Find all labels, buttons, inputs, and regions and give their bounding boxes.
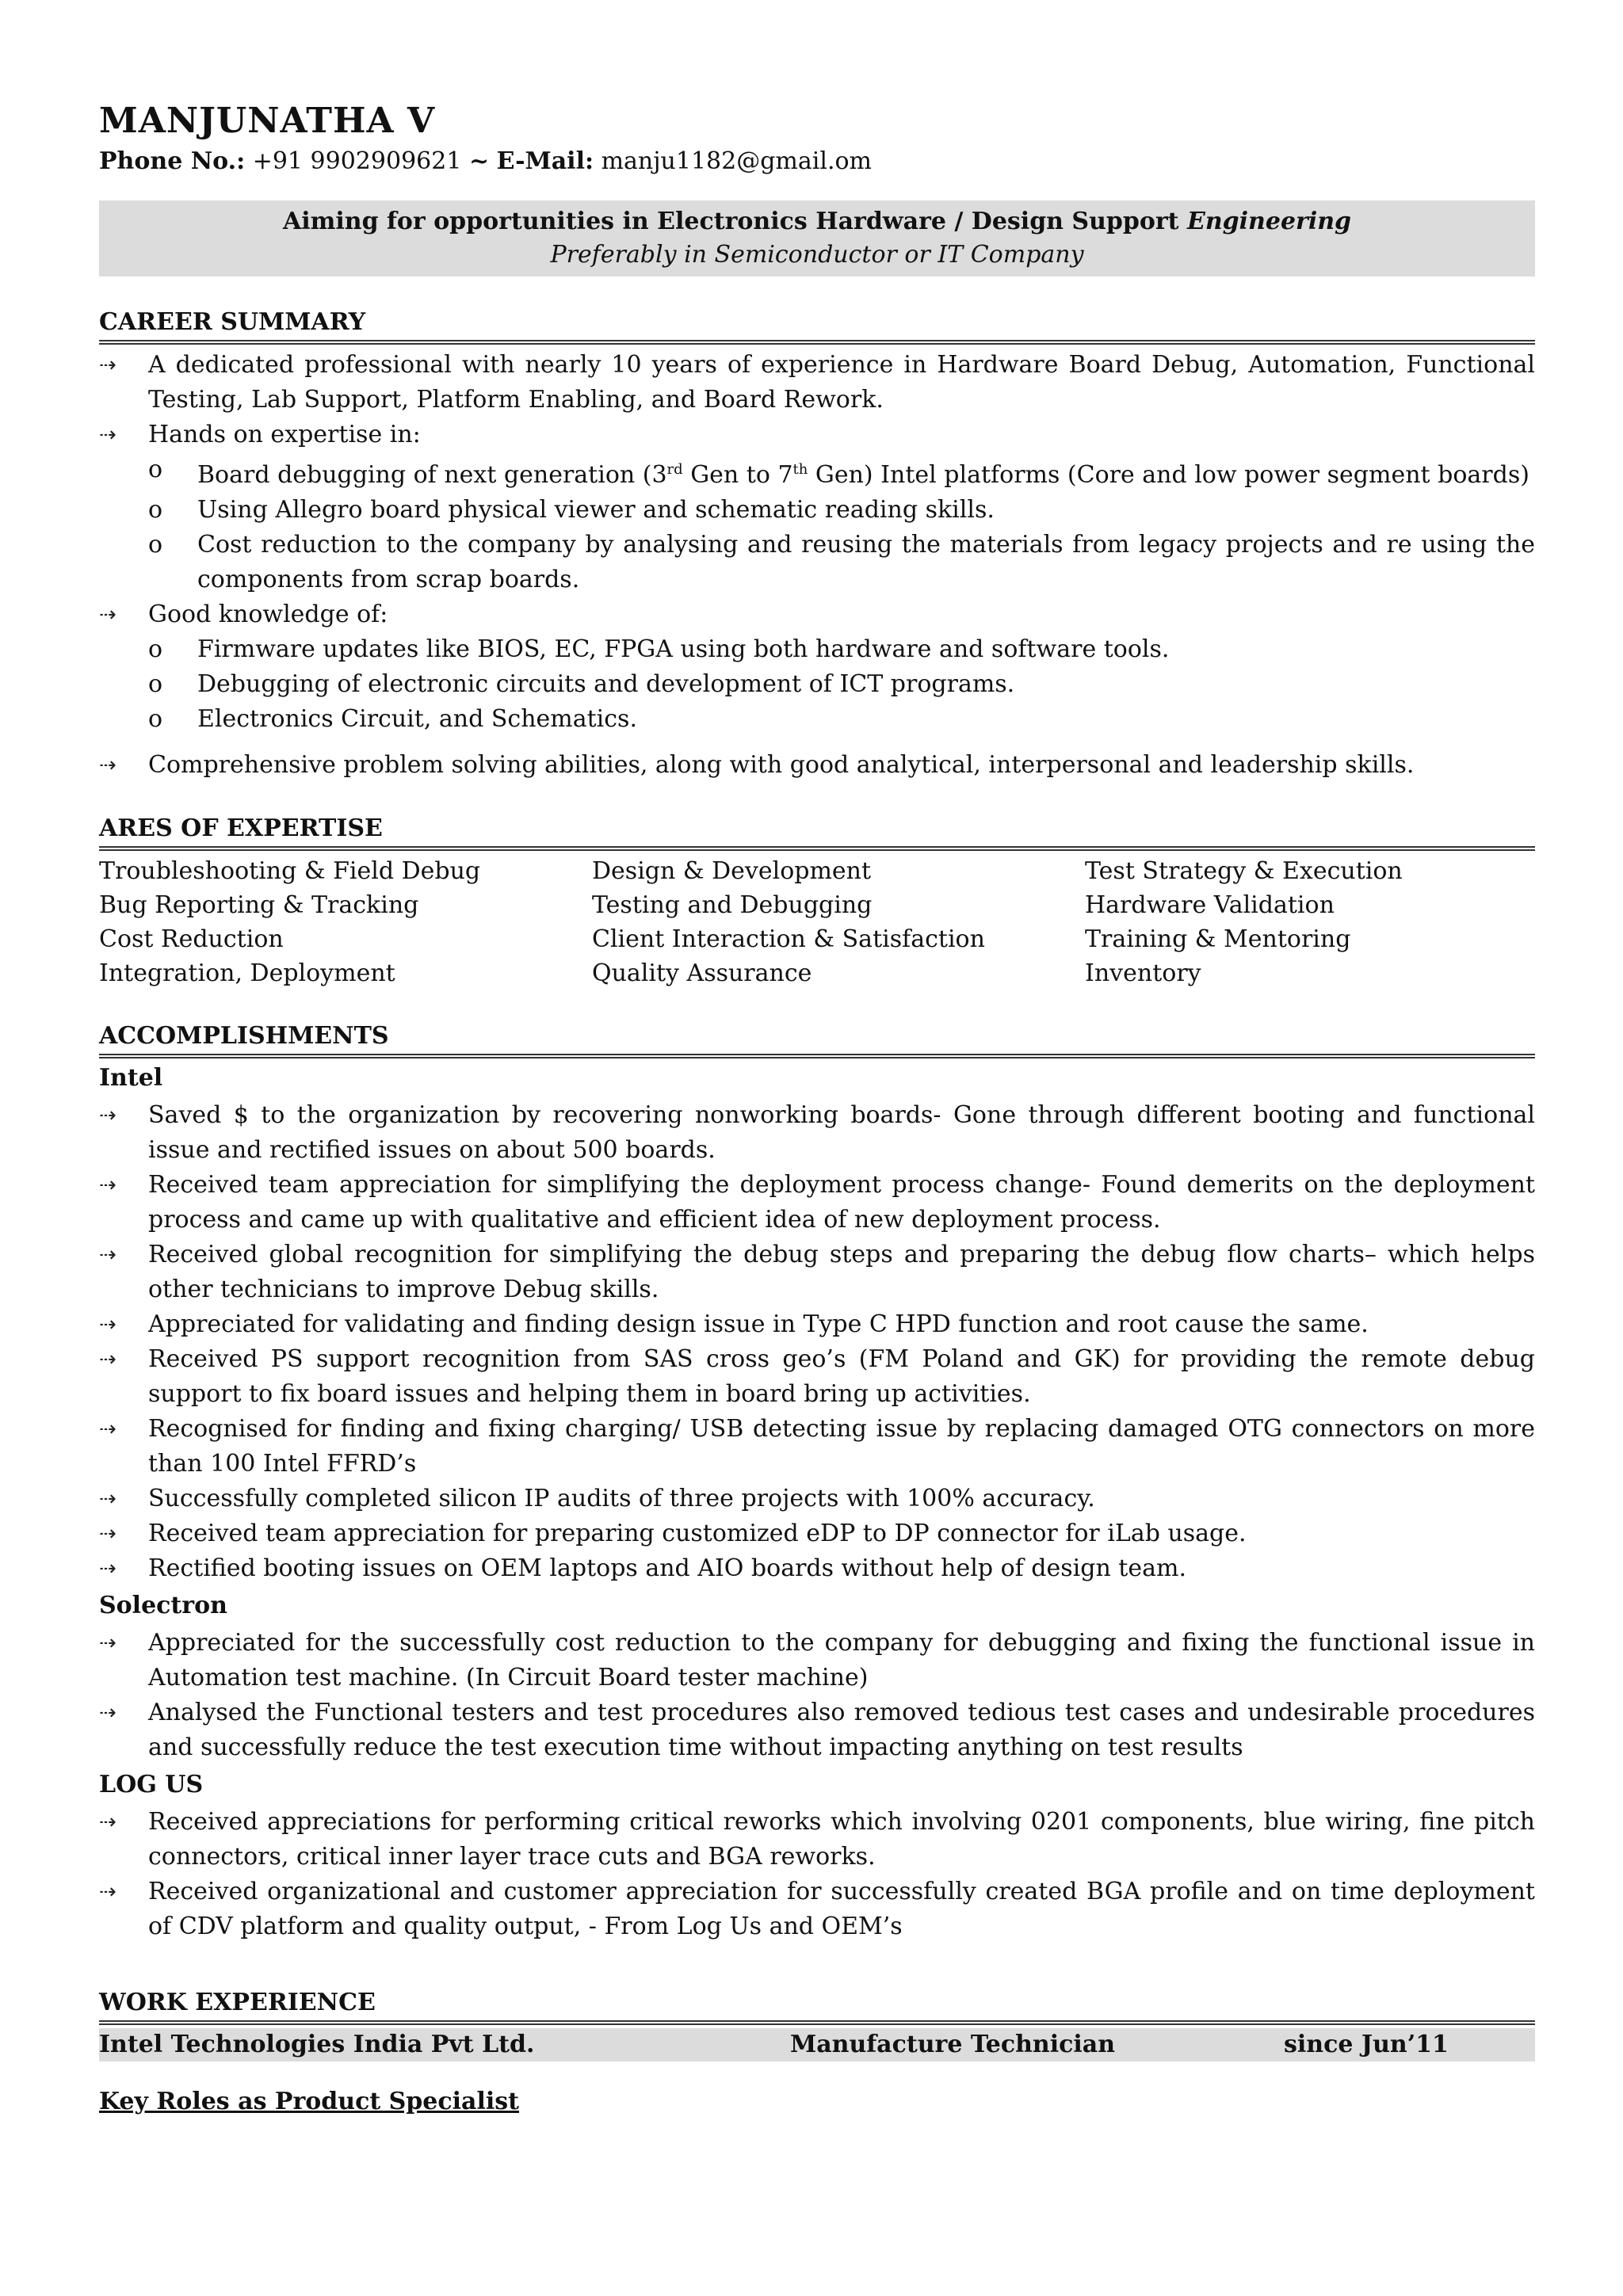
bullet-text: Saved $ to the organization by recovering nonworking boards- Gone through different booting and functional issue and rectified issues on about 500 boards. [148, 1101, 1535, 1164]
circle-bullet-icon: o [148, 705, 163, 733]
sub-list [148, 452, 1535, 597]
solectron-accomplishment-list [99, 1626, 1535, 1765]
expertise-item: Inventory [1085, 959, 1201, 987]
list-item [99, 1875, 1535, 1944]
career-summary-list [99, 348, 1535, 783]
arrow-bullet-icon: ⇢ [99, 1104, 116, 1127]
company-intel: Intel [99, 1064, 163, 1092]
expertise-item: Testing and Debugging [592, 891, 873, 919]
circle-bullet-icon: o [148, 496, 163, 524]
bullet-text: Appreciated for the successfully cost reduction to the company for debugging and fixing the functional issue in Automation test machine. (In Circuit Board tester machine) [148, 1629, 1535, 1691]
arrow-bullet-icon: ⇢ [99, 1880, 116, 1904]
sub-list-item [99, 528, 1535, 597]
arrow-bullet-icon: ⇢ [99, 1631, 116, 1655]
ordinal-sup: th [792, 461, 808, 478]
list-item [99, 1516, 1535, 1551]
spacer [99, 737, 1535, 748]
phone-label: Phone No.: [99, 147, 246, 175]
ordinal-sup: rd [666, 461, 683, 478]
list-item [99, 748, 1535, 783]
sub-list-item [99, 452, 1535, 493]
list-item [99, 348, 1535, 418]
expertise-heading: ARES OF EXPERTISE [99, 813, 1535, 851]
objective-text: Aiming for opportunities in Electronics Hardware / Design Support [282, 208, 1179, 235]
expertise-grid [99, 854, 1535, 990]
sub-text: Gen) Intel platforms (Core and low power segment boards) [808, 461, 1529, 489]
bullet-text: Received team appreciation for simplifying the deployment process change- Found demerits on the deployment process and came up with qualitative and efficient idea of new deployment process. [148, 1171, 1535, 1234]
objective-line-2: Preferably in Semiconductor or IT Company [550, 241, 1084, 269]
list-item [99, 1551, 1535, 1586]
contact-line [99, 145, 1535, 178]
work-entry-row [99, 2028, 1535, 2061]
accomplishments-heading: ACCOMPLISHMENTS [99, 1020, 1535, 1058]
bullet-text: Good knowledge of: [148, 601, 388, 628]
sub-list-item [99, 667, 1535, 702]
circle-bullet-icon: o [148, 670, 163, 698]
expertise-item: Bug Reporting & Tracking [99, 891, 419, 919]
list-item [99, 1098, 1535, 1168]
work-company: Intel Technologies India Pvt Ltd. [99, 2031, 535, 2058]
sub-list-item [99, 632, 1535, 667]
email-address: manju1182@gmail.om [601, 147, 872, 175]
list-item [99, 1482, 1535, 1516]
company-solectron: Solectron [99, 1592, 227, 1619]
arrow-bullet-icon: ⇢ [99, 423, 116, 447]
email-label: E-Mail: [496, 147, 594, 175]
arrow-bullet-icon: ⇢ [99, 1173, 116, 1197]
company-logus: LOG US [99, 1771, 204, 1798]
expertise-item: Integration, Deployment [99, 959, 395, 987]
bullet-text: Received PS support recognition from SAS cross geo’s (FM Poland and GK) for providing the remote debug support to fix board issues and helping them in board bring up activities. [148, 1345, 1535, 1408]
expertise-item: Test Strategy & Execution [1085, 857, 1403, 885]
sub-text: Electronics Circuit, and Schematics. [197, 705, 637, 733]
circle-bullet-icon: o [148, 456, 163, 483]
logus-accomplishment-list [99, 1805, 1535, 1944]
arrow-bullet-icon: ⇢ [99, 753, 116, 777]
key-roles-heading: Key Roles as Product Specialist [99, 2088, 520, 2115]
expertise-item: Quality Assurance [592, 959, 812, 987]
list-item [99, 1168, 1535, 1238]
sub-text: Using Allegro board physical viewer and schematic reading skills. [197, 496, 995, 524]
career-summary-heading: CAREER SUMMARY [99, 307, 1535, 345]
list-item [99, 1307, 1535, 1342]
bullet-text: Received appreciations for performing critical reworks which involving 0201 components, blue wiring, fine pitch connectors, critical inner layer trace cuts and BGA reworks. [148, 1808, 1535, 1871]
expertise-item: Hardware Validation [1085, 891, 1335, 919]
arrow-bullet-icon: ⇢ [99, 1417, 116, 1441]
bullet-text: Comprehensive problem solving abilities, along with good analytical, interpersonal and leadership skills. [148, 751, 1415, 779]
sub-list [148, 632, 1535, 737]
objective-banner [99, 200, 1535, 277]
expertise-item: Cost Reduction [99, 925, 284, 953]
bullet-text: Appreciated for validating and finding design issue in Type C HPD function and root cause the same. [148, 1310, 1369, 1338]
work-role: Manufacture Technician [790, 2031, 1116, 2058]
arrow-bullet-icon: ⇢ [99, 1348, 116, 1371]
arrow-bullet-icon: ⇢ [99, 1313, 116, 1337]
list-item [99, 1805, 1535, 1875]
candidate-name: MANJUNATHA V [99, 101, 436, 141]
sub-text: Board debugging of next generation (3 [197, 461, 667, 489]
bullet-text: Analysed the Functional testers and test procedures also removed tedious test cases and undesirable procedures and successfully reduce the test execution time without impacting anything on test results [148, 1699, 1535, 1761]
spacer [99, 1944, 1535, 1987]
list-item [99, 1626, 1535, 1695]
list-item [99, 1695, 1535, 1765]
bullet-text: Received organizational and customer appreciation for successfully created BGA profile and on time deployment of CDV platform and quality output, - From Log Us and OEM’s [148, 1878, 1535, 1940]
phone-number: +91 9902909621 [252, 147, 462, 175]
sub-text: Cost reduction to the company by analysing and reusing the materials from legacy projects and re using the components from scrap boards. [197, 531, 1535, 593]
bullet-text: Hands on expertise in: [148, 421, 421, 448]
list-item [99, 597, 1535, 737]
arrow-bullet-icon: ⇢ [99, 1243, 116, 1267]
list-item [99, 1412, 1535, 1482]
resume-page [99, 99, 1535, 2119]
sub-text: Debugging of electronic circuits and development of ICT programs. [197, 670, 1015, 698]
list-item [99, 1342, 1535, 1412]
contact-separator: ~ [468, 147, 490, 175]
bullet-text: Rectified booting issues on OEM laptops and AIO boards without help of design team. [148, 1554, 1186, 1582]
expertise-item: Training & Mentoring [1085, 925, 1351, 953]
sub-list-item [99, 702, 1535, 737]
arrow-bullet-icon: ⇢ [99, 1810, 116, 1834]
objective-line-1 [99, 205, 1535, 238]
circle-bullet-icon: o [148, 531, 163, 559]
expertise-item: Troubleshooting & Field Debug [99, 857, 481, 885]
arrow-bullet-icon: ⇢ [99, 1522, 116, 1546]
objective-italic: Engineering [1187, 208, 1352, 235]
expertise-item: Client Interaction & Satisfaction [592, 925, 985, 953]
bullet-text: A dedicated professional with nearly 10 years of experience in Hardware Board Debug, Automation, Functional Testing, Lab Support, Platform Enabling, and Board Rework. [148, 351, 1535, 414]
sub-text: Firmware updates like BIOS, EC, FPGA using both hardware and software tools. [197, 635, 1170, 663]
arrow-bullet-icon: ⇢ [99, 353, 116, 377]
sub-text: Gen to 7 [682, 461, 793, 489]
arrow-bullet-icon: ⇢ [99, 1701, 116, 1725]
bullet-text: Received global recognition for simplifying the debug steps and preparing the debug flow charts– which helps other technicians to improve Debug skills. [148, 1241, 1535, 1303]
arrow-bullet-icon: ⇢ [99, 1487, 116, 1511]
bullet-text: Successfully completed silicon IP audits of three projects with 100% accuracy. [148, 1485, 1095, 1512]
circle-bullet-icon: o [148, 635, 163, 663]
arrow-bullet-icon: ⇢ [99, 603, 116, 627]
bullet-text: Recognised for finding and fixing charging/ USB detecting issue by replacing damaged OTG connectors on more than 100 Intel FFRD’s [148, 1415, 1535, 1478]
expertise-item: Design & Development [592, 857, 872, 885]
intel-accomplishment-list [99, 1098, 1535, 1586]
list-item [99, 1238, 1535, 1307]
work-experience-heading: WORK EXPERIENCE [99, 1987, 1535, 2025]
work-since: since Jun’11 [1284, 2031, 1449, 2058]
arrow-bullet-icon: ⇢ [99, 1557, 116, 1581]
list-item [99, 418, 1535, 597]
sub-list-item [99, 493, 1535, 528]
bullet-text: Received team appreciation for preparing customized eDP to DP connector for iLab usage. [148, 1520, 1247, 1547]
